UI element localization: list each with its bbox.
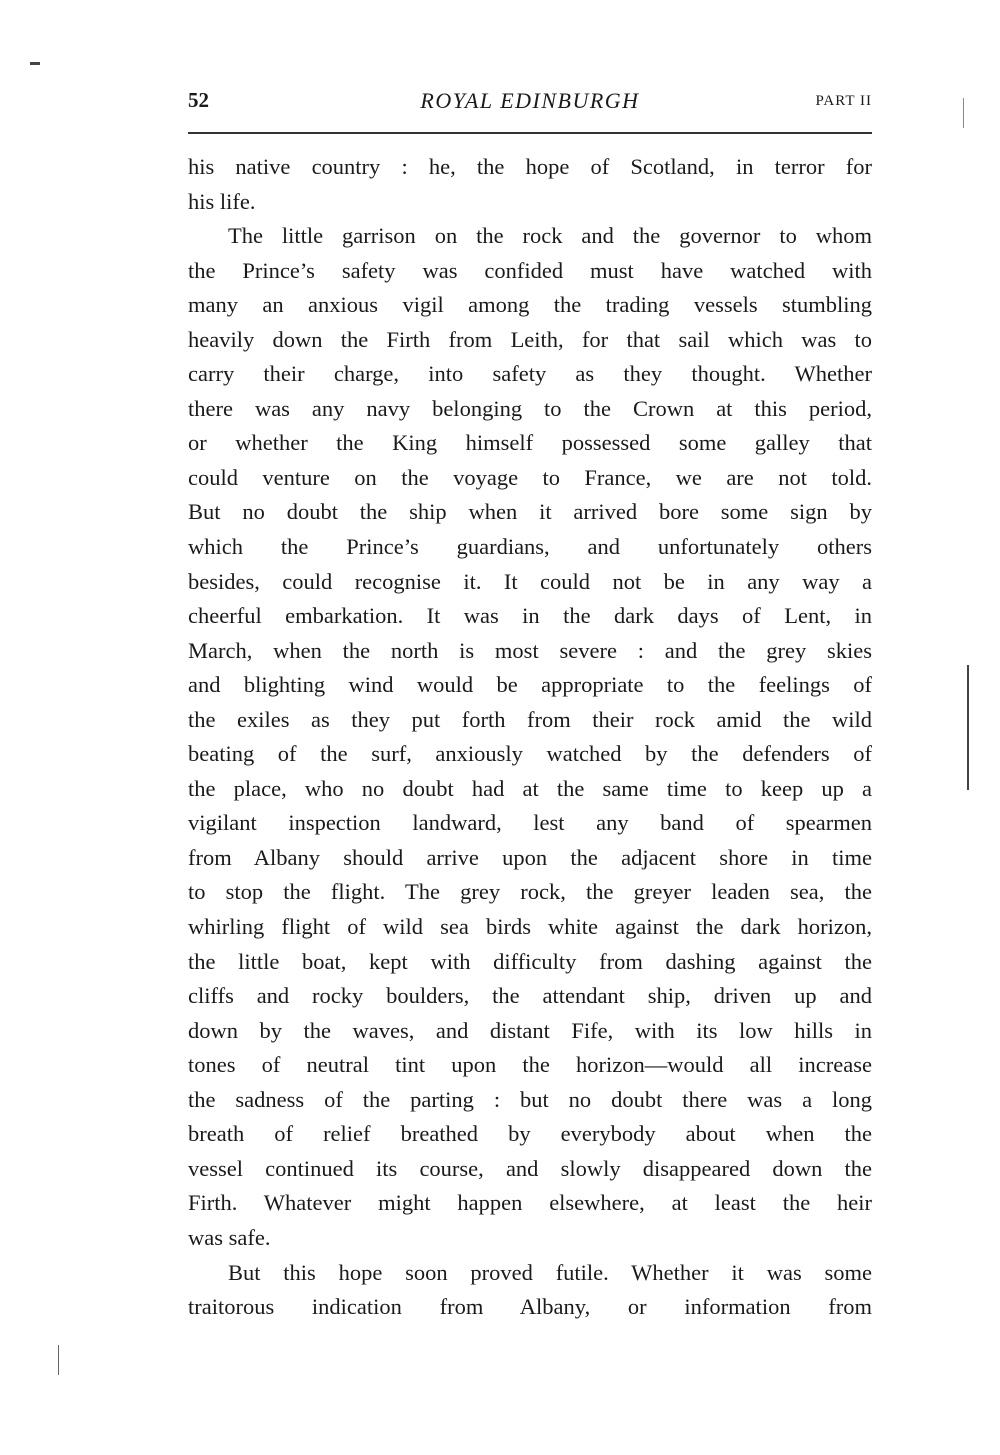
- text-line: his native country : he, the hope of Scotland, in terror for: [188, 154, 872, 179]
- text-line: heavily down the Firth from Leith, for that sail which was to: [188, 326, 872, 352]
- header-rule: [188, 132, 872, 134]
- text-line: besides, could recognise it. It could not be in any way a: [188, 568, 872, 594]
- text-line: was safe.: [188, 1224, 271, 1250]
- page-number: 52: [188, 88, 209, 112]
- text-line: the sadness of the parting : but no doubt there was a long: [188, 1086, 872, 1112]
- text-line: But this hope soon proved futile. Whether it was some: [228, 1259, 872, 1285]
- text-line: or whether the King himself possessed some galley that: [188, 430, 872, 456]
- scan-speck: [30, 62, 40, 65]
- text-line: to stop the flight. The grey rock, the greyer leaden sea, the: [188, 879, 872, 905]
- text-line: The little garrison on the rock and the governor to whom: [228, 223, 872, 249]
- scan-mark: [58, 1345, 59, 1375]
- scan-mark: [963, 98, 964, 128]
- text-line: his life.: [188, 188, 256, 214]
- text-line: could venture on the voyage to France, we are not told.: [188, 464, 872, 490]
- text-line: the exiles as they put forth from their rock amid the wild: [188, 706, 872, 732]
- text-line: cheerful embarkation. It was in the dark days of Lent, in: [188, 603, 872, 629]
- text-line: Firth. Whatever might happen elsewhere, at least the heir: [188, 1190, 872, 1216]
- text-line: whirling flight of wild sea birds white against the dark horizon,: [188, 914, 872, 940]
- text-line: the little boat, kept with difficulty from dashing against the: [188, 948, 872, 974]
- text-line: vigilant inspection landward, lest any band of spearmen: [188, 810, 872, 836]
- text-line: and blighting wind would be appropriate to the feelings of: [188, 672, 872, 698]
- text-line: there was any navy belonging to the Crown at this period,: [188, 395, 872, 421]
- text-line: from Albany should arrive upon the adjacent shore in time: [188, 844, 872, 870]
- body-text: [188, 150, 872, 1325]
- scan-mark: [967, 665, 969, 790]
- text-line: vessel continued its course, and slowly disappeared down the: [188, 1155, 872, 1181]
- part-label: PART II: [815, 93, 872, 109]
- text-line: beating of the surf, anxiously watched by the defenders of: [188, 741, 872, 767]
- paragraph: [188, 1256, 872, 1325]
- text-line: breath of relief breathed by everybody about when the: [188, 1121, 872, 1147]
- text-line: the place, who no doubt had at the same time to keep up a: [188, 775, 872, 801]
- text-line: carry their charge, into safety as they thought. Whether: [188, 361, 872, 387]
- text-line: tones of neutral tint upon the horizon—would all increase: [188, 1052, 872, 1078]
- text-line: But no doubt the ship when it arrived bore some sign by: [188, 499, 872, 525]
- text-line: the Prince’s safety was confided must have watched with: [188, 257, 872, 283]
- text-line: down by the waves, and distant Fife, with its low hills in: [188, 1017, 872, 1043]
- text-line: many an anxious vigil among the trading vessels stumbling: [188, 292, 872, 318]
- text-line: cliffs and rocky boulders, the attendant ship, driven up and: [188, 983, 872, 1009]
- text-line: traitorous indication from Albany, or information from: [188, 1294, 872, 1320]
- paragraph: [188, 219, 872, 1255]
- paragraph: [188, 150, 872, 219]
- text-line: which the Prince’s guardians, and unfortunately others: [188, 534, 872, 560]
- text-line: March, when the north is most severe : and the grey skies: [188, 637, 872, 663]
- running-title: ROYAL EDINBURGH: [420, 88, 640, 113]
